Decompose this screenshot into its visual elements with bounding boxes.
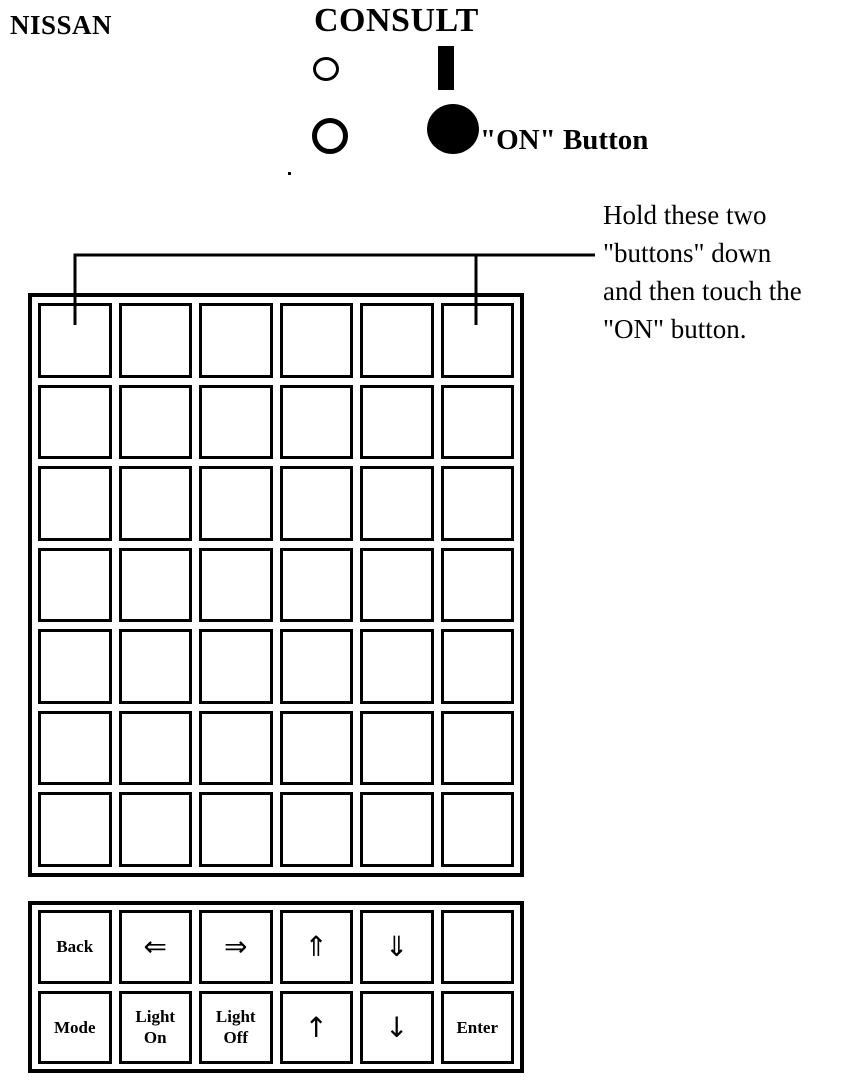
touch-screen-grid <box>28 293 524 877</box>
key-light-on[interactable]: Light On <box>119 991 193 1065</box>
touch-grid-cell[interactable] <box>441 466 515 541</box>
touch-grid-cell[interactable] <box>119 385 193 460</box>
touch-grid-cell[interactable] <box>38 711 112 786</box>
touch-grid-cell[interactable] <box>360 629 434 704</box>
touch-grid-cell[interactable] <box>119 466 193 541</box>
instruction-line: "buttons" down <box>603 238 772 268</box>
touch-grid-cell[interactable] <box>441 792 515 867</box>
touch-grid-cell[interactable] <box>38 548 112 623</box>
touch-grid-cell[interactable] <box>441 629 515 704</box>
touch-grid-cell[interactable] <box>199 303 273 378</box>
instruction-line: "ON" button. <box>603 314 747 344</box>
touch-grid-cell[interactable] <box>38 385 112 460</box>
touch-grid-cell[interactable] <box>38 466 112 541</box>
touch-grid-cell[interactable] <box>280 629 354 704</box>
touch-grid-cell[interactable] <box>119 303 193 378</box>
touch-grid-cell[interactable] <box>360 466 434 541</box>
touch-grid-cell[interactable] <box>360 548 434 623</box>
touch-grid-cell[interactable] <box>441 548 515 623</box>
double-down-arrow-icon[interactable]: ⇓ <box>360 910 434 984</box>
touch-grid-cell[interactable] <box>441 711 515 786</box>
instruction-line: and then touch the <box>603 276 802 306</box>
touch-grid-cell[interactable] <box>119 711 193 786</box>
touch-grid-cell[interactable] <box>119 629 193 704</box>
touch-grid-cell[interactable] <box>199 711 273 786</box>
instruction-line: Hold these two <box>603 200 767 230</box>
double-right-arrow-icon[interactable]: ⇒ <box>199 910 273 984</box>
touch-grid-cell[interactable] <box>441 385 515 460</box>
touch-grid-cell[interactable] <box>119 548 193 623</box>
touch-grid-cell[interactable] <box>38 792 112 867</box>
key-blank[interactable] <box>441 910 515 984</box>
brand-label: NISSAN <box>10 10 113 40</box>
touch-grid-cell[interactable] <box>199 548 273 623</box>
touch-grid-cell[interactable] <box>199 385 273 460</box>
touch-grid-cell[interactable] <box>38 629 112 704</box>
touch-grid-cell[interactable] <box>280 548 354 623</box>
touch-grid-cell[interactable] <box>360 792 434 867</box>
touch-grid-cell[interactable] <box>280 711 354 786</box>
touch-grid-cell[interactable] <box>280 792 354 867</box>
device-title: CONSULT <box>314 2 479 39</box>
key-enter[interactable]: Enter <box>441 991 515 1065</box>
touch-grid-cell[interactable] <box>441 303 515 378</box>
on-button-label: "ON" Button <box>480 124 649 156</box>
double-left-arrow-icon[interactable]: ⇐ <box>119 910 193 984</box>
touch-grid-cell[interactable] <box>38 303 112 378</box>
double-up-arrow-icon[interactable]: ⇑ <box>280 910 354 984</box>
keypad <box>28 901 524 1073</box>
touch-grid-cell[interactable] <box>360 711 434 786</box>
touch-grid-cell[interactable] <box>360 385 434 460</box>
touch-grid-cell[interactable] <box>280 466 354 541</box>
touch-grid-cell[interactable] <box>199 792 273 867</box>
touch-grid-cell[interactable] <box>199 629 273 704</box>
key-back[interactable]: Back <box>38 910 112 984</box>
key-light-off[interactable]: Light Off <box>199 991 273 1065</box>
up-arrow-icon[interactable]: ↑ <box>280 991 354 1065</box>
touch-grid-cell[interactable] <box>360 303 434 378</box>
down-arrow-icon[interactable]: ↓ <box>360 991 434 1065</box>
touch-grid-cell[interactable] <box>280 385 354 460</box>
key-mode[interactable]: Mode <box>38 991 112 1065</box>
touch-grid-cell[interactable] <box>119 792 193 867</box>
touch-grid-cell[interactable] <box>280 303 354 378</box>
touch-grid-cell[interactable] <box>199 466 273 541</box>
